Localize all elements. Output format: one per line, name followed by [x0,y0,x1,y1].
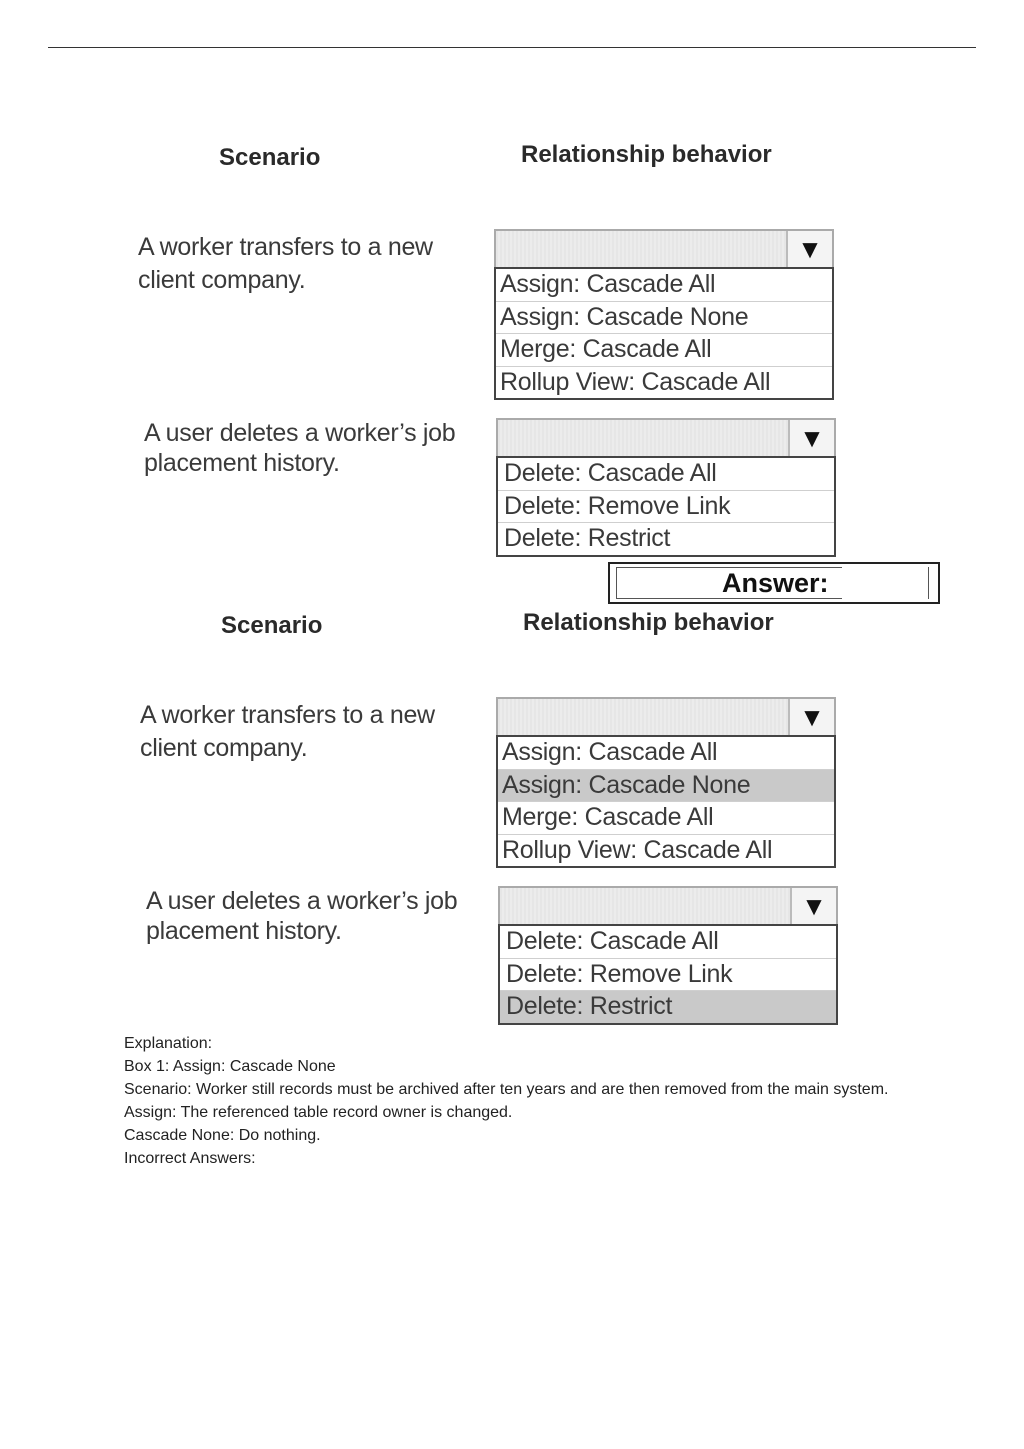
answer-label-box [608,562,940,604]
behavior-heading: Relationship behavior [523,609,774,636]
scenario-line: A worker transfers to a new [138,233,433,261]
explanation-heading: Explanation: [124,1035,213,1052]
dropdown-option[interactable]: Rollup View: Cascade All [496,366,832,399]
explanation-line: Cascade None: Do nothing. [124,1127,321,1144]
scenario-text [138,231,433,297]
scenario-text [146,886,457,946]
scenario-line: client company. [138,266,306,294]
dropdown-options [494,267,834,400]
dropdown-option[interactable]: Assign: Cascade All [500,270,716,298]
triangle-down-icon[interactable]: ▼ [788,699,834,735]
explanation-line: Assign: The referenced table record owner is changed. [124,1104,513,1121]
dropdown-options [496,735,836,868]
scenario-heading: Scenario [219,144,321,171]
answer-frame-edge [928,567,932,599]
scenario-text [140,699,435,765]
dropdown-option[interactable]: Merge: Cascade All [496,333,832,366]
dropdown-option[interactable]: Delete: Cascade All [504,459,717,487]
explanation-line: Box 1: Assign: Cascade None [124,1058,336,1075]
dropdown-option[interactable]: Merge: Cascade All [498,801,834,834]
scenario-heading: Scenario [221,612,323,639]
answer-label: Answer: [722,568,829,598]
dropdown-field[interactable] [498,886,838,924]
scenario-line: placement history. [144,449,340,477]
scenario-line: client company. [140,734,308,762]
behavior-dropdown[interactable] [496,418,836,557]
scenario-line: A worker transfers to a new [140,701,435,729]
behavior-dropdown[interactable] [496,697,836,868]
dropdown-option[interactable]: Delete: Cascade All [506,927,719,955]
dropdown-field[interactable] [496,418,836,456]
scenario-line: placement history. [146,917,342,945]
dropdown-option[interactable]: Assign: Cascade All [502,738,718,766]
behavior-dropdown[interactable] [494,229,834,400]
dropdown-field[interactable] [496,697,836,735]
dropdown-options [496,456,836,557]
scenario-text [144,418,455,478]
triangle-down-icon[interactable]: ▼ [786,231,832,267]
dropdown-options [498,924,838,1025]
explanation-line: Incorrect Answers: [124,1150,256,1167]
dropdown-field[interactable] [494,229,834,267]
dropdown-option[interactable]: Delete: Restrict [498,522,834,555]
explanation [124,1032,924,1170]
scenario-line: A user deletes a worker’s job [146,887,458,915]
explanation-line: Scenario: Worker still records must be archived after ten years and are then removed from the main system. [124,1081,889,1098]
dropdown-option[interactable]: Rollup View: Cascade All [498,834,834,867]
triangle-down-icon[interactable]: ▼ [788,420,834,456]
header-rule [48,47,976,48]
dropdown-option-selected[interactable]: Assign: Cascade None [498,769,834,802]
behavior-heading: Relationship behavior [521,141,772,168]
dropdown-option[interactable]: Delete: Remove Link [500,958,836,991]
triangle-down-icon[interactable]: ▼ [790,888,836,924]
scenario-line: A user deletes a worker’s job [144,419,456,447]
dropdown-option-selected[interactable]: Delete: Restrict [500,990,836,1023]
behavior-dropdown[interactable] [498,886,838,1025]
dropdown-option[interactable]: Delete: Remove Link [498,490,834,523]
dropdown-option[interactable]: Assign: Cascade None [496,301,832,334]
